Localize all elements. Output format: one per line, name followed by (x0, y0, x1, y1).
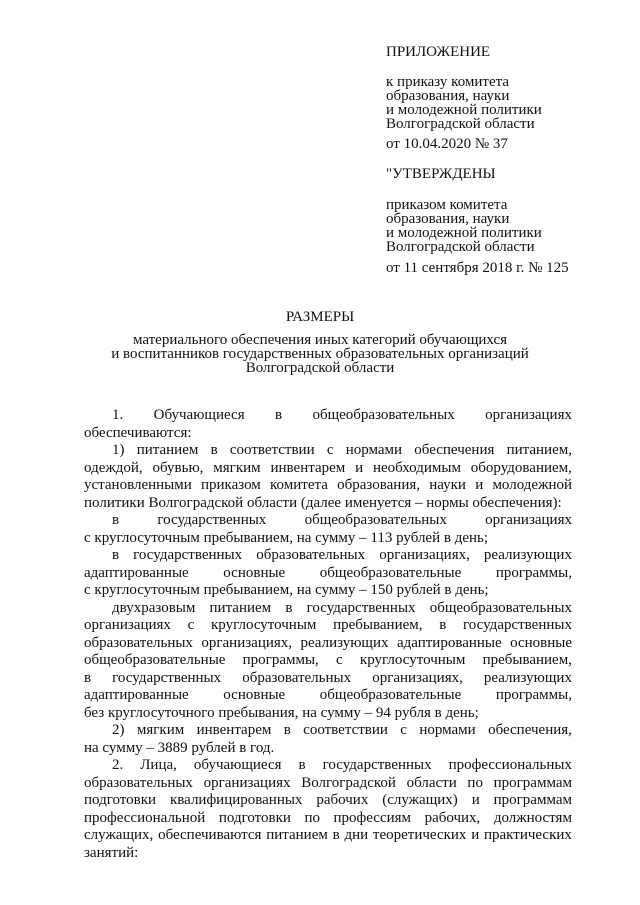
body-word: Лица, (140, 757, 177, 773)
body-word: общеобразовательных (304, 512, 447, 528)
body-word: основные (223, 564, 286, 581)
body-word: нормами (419, 722, 476, 738)
body-word: необходимым (372, 459, 461, 476)
approved-order-reference (386, 198, 542, 254)
body-word: соответствии (229, 442, 315, 458)
body-word: в (439, 617, 447, 633)
body-word: питанием (136, 442, 199, 458)
body-word: (служащих) (382, 792, 458, 808)
body-word: обувью, (152, 459, 204, 476)
body-word: по (304, 809, 320, 826)
body-word: государственных (157, 512, 267, 528)
approved-date-number: от 11 сентября 2018 г. № 125 (386, 260, 569, 276)
body-line (84, 442, 572, 460)
body-word: с (336, 652, 343, 668)
body-word: адаптированные (84, 564, 189, 581)
body-word: Обучающиеся (153, 407, 245, 423)
body-line: обеспечиваются: (84, 424, 192, 441)
body-line (84, 775, 572, 793)
body-word: и (471, 827, 480, 843)
body-word: в (274, 407, 283, 423)
body-word: реализующих (483, 669, 572, 686)
body-word: пребыванием, (333, 617, 423, 633)
body-word: профессиям (333, 809, 412, 826)
body-word: основные (223, 687, 286, 703)
body-line (84, 565, 572, 583)
body-word: с (187, 617, 195, 633)
body-word: и (471, 792, 480, 808)
body-word: подготовки (84, 792, 157, 808)
body-word: общеобразовательные (319, 687, 462, 703)
body-word: профессиональной (84, 809, 206, 826)
body-word: Волгоградской (301, 774, 396, 791)
body-word: питанием (266, 827, 328, 843)
body-word: общеобразовательных (312, 407, 455, 423)
body-word: питанием, (506, 442, 572, 458)
body-word: круглосуточным (359, 652, 466, 668)
body-word: 1. (112, 407, 124, 423)
body-word: в (84, 669, 92, 686)
body-word: служащих, (84, 827, 154, 843)
body-word: в (283, 722, 291, 738)
body-word: рабочих, (424, 809, 481, 826)
body-word: организациях, (379, 547, 470, 563)
body-word: должностям (493, 809, 572, 826)
body-word: программы, (495, 687, 572, 703)
body-word: организациях, (201, 634, 293, 651)
body-word: круглосуточным (210, 617, 317, 633)
body-word: адаптированные (84, 687, 189, 703)
appendix-order-line: и молодежной политики (386, 102, 542, 118)
appendix-order-reference (386, 75, 542, 131)
body-word: и (475, 477, 484, 493)
body-line: на сумму – 3889 рублей в год. (84, 739, 275, 756)
body-word: общеобразовательные (84, 652, 226, 668)
body-word: обеспечения (414, 442, 495, 458)
body-word: одеждой, (84, 459, 143, 476)
body-line (84, 810, 572, 828)
body-word: приказом (200, 477, 261, 493)
appendix-order-line: к приказу комитета (386, 74, 510, 90)
appendix-order-line: Волгоградской области (386, 116, 535, 132)
subtitle-line: и воспитанников государственных образовательных организаций (111, 346, 529, 362)
body-word: нормами (345, 442, 403, 458)
body-word: рабочих (316, 792, 369, 808)
body-word: организациях (84, 617, 171, 633)
body-word: организациях (203, 774, 291, 791)
body-word: в (285, 599, 293, 616)
subtitle-line: материального обеспечения иных категорий обучающихся (132, 332, 508, 348)
body-word: общеобразовательных (429, 599, 572, 616)
body-word: инвентарем (270, 459, 346, 476)
body-line (84, 617, 572, 635)
body-word: теоретических (372, 827, 467, 843)
body-word: обеспечения, (488, 722, 572, 738)
body-line (84, 407, 572, 425)
body-word: обучающиеся (193, 757, 282, 773)
approved-order-line: и молодежной политики (386, 225, 542, 241)
body-word: 2. (112, 757, 124, 773)
body-word: питанием (209, 599, 272, 616)
body-word: основные (510, 634, 572, 651)
body-line (84, 722, 572, 740)
body-word: по (467, 774, 483, 791)
appendix-label: ПРИЛОЖЕНИЕ (386, 44, 491, 60)
body-word: мягким (213, 459, 261, 476)
body-line (84, 757, 572, 775)
body-word: адаптированные (396, 634, 502, 651)
approved-label: "УТВЕРЖДЕНЫ (386, 166, 496, 182)
body-word: соответствии (303, 722, 388, 738)
body-line: с круглосуточным пребыванием, на сумму – 150 рублей в день; (84, 582, 489, 598)
body-word: дни (344, 827, 369, 843)
body-line: без круглосуточного пребывания, на сумму – 94 рубля в день; (84, 704, 479, 721)
body-word: с (326, 442, 334, 458)
body-line: политики Волгоградской области (далее именуется – нормы обеспечения): (84, 494, 562, 511)
body-word: организациях, (372, 669, 463, 686)
body-word: программам (493, 774, 572, 791)
subtitle-line: Волгоградской области (245, 360, 395, 376)
body-line (84, 600, 572, 618)
body-word: программы, (242, 652, 319, 668)
approved-order-line: образования, науки (386, 211, 510, 227)
body-word: 1) (112, 442, 125, 458)
body-word: государственных (322, 757, 432, 773)
approved-order-line: Волгоградской области (386, 239, 535, 255)
body-word: практических (484, 827, 572, 843)
body-word: реализующих (300, 634, 389, 651)
body-line: занятий: (84, 844, 139, 861)
body-word: обеспечиваются (158, 827, 262, 843)
body-word: молодежной (492, 477, 572, 493)
body-word: образовательных (242, 669, 352, 686)
body-word: программам (493, 792, 572, 808)
body-word: в (112, 512, 120, 528)
body-line (84, 477, 572, 495)
body-word: образовательных (256, 547, 366, 563)
body-line (84, 827, 572, 845)
document-subtitle (0, 333, 640, 375)
document-body (84, 407, 572, 862)
body-word: с (400, 722, 407, 738)
body-word: в (112, 547, 120, 563)
body-line (84, 670, 572, 688)
body-word: установленными (84, 477, 192, 493)
approved-order-line: приказом комитета (386, 197, 508, 213)
body-line (84, 652, 572, 670)
body-word: в (210, 442, 218, 458)
body-word: организациях (485, 407, 572, 423)
body-word: в (332, 827, 340, 843)
body-word: области (406, 774, 457, 791)
body-word: образовательных (84, 774, 193, 791)
body-word: государственных (112, 669, 222, 686)
body-word: программы, (495, 564, 572, 581)
body-word: науки (429, 477, 466, 493)
body-word: комитета (270, 477, 328, 493)
body-line (84, 547, 572, 565)
appendix-date-number: от 10.04.2020 № 37 (386, 136, 508, 152)
body-line (84, 687, 572, 705)
body-word: мягким (136, 722, 185, 738)
body-line (84, 512, 572, 530)
document-title: РАЗМЕРЫ (285, 309, 355, 325)
body-word: государственных (133, 547, 243, 563)
body-word: и (355, 459, 364, 476)
body-word: инвентарем (196, 722, 272, 738)
body-word: государственных (306, 599, 416, 616)
body-line (84, 792, 572, 810)
body-word: образования, (337, 477, 420, 493)
body-line (84, 460, 572, 478)
body-word: реализующих (483, 547, 572, 563)
body-word: 2) (112, 722, 125, 738)
body-word: двухразовым (112, 599, 196, 616)
body-word: оборудованием, (470, 459, 572, 476)
appendix-order-line: образования, науки (386, 88, 510, 104)
body-word: общеобразовательные (319, 564, 462, 581)
body-word: квалифицированных (169, 792, 303, 808)
body-word: в (298, 757, 306, 773)
body-word: профессиональных (448, 757, 572, 773)
body-word: подготовки (218, 809, 291, 826)
body-word: пребыванием, (482, 652, 572, 668)
body-line (84, 635, 572, 653)
body-word: организациях (485, 512, 572, 528)
body-word: государственных (463, 617, 572, 633)
body-line: с круглосуточным пребыванием, на сумму – 113 рублей в день; (84, 529, 489, 546)
body-word: образовательных (84, 634, 193, 651)
